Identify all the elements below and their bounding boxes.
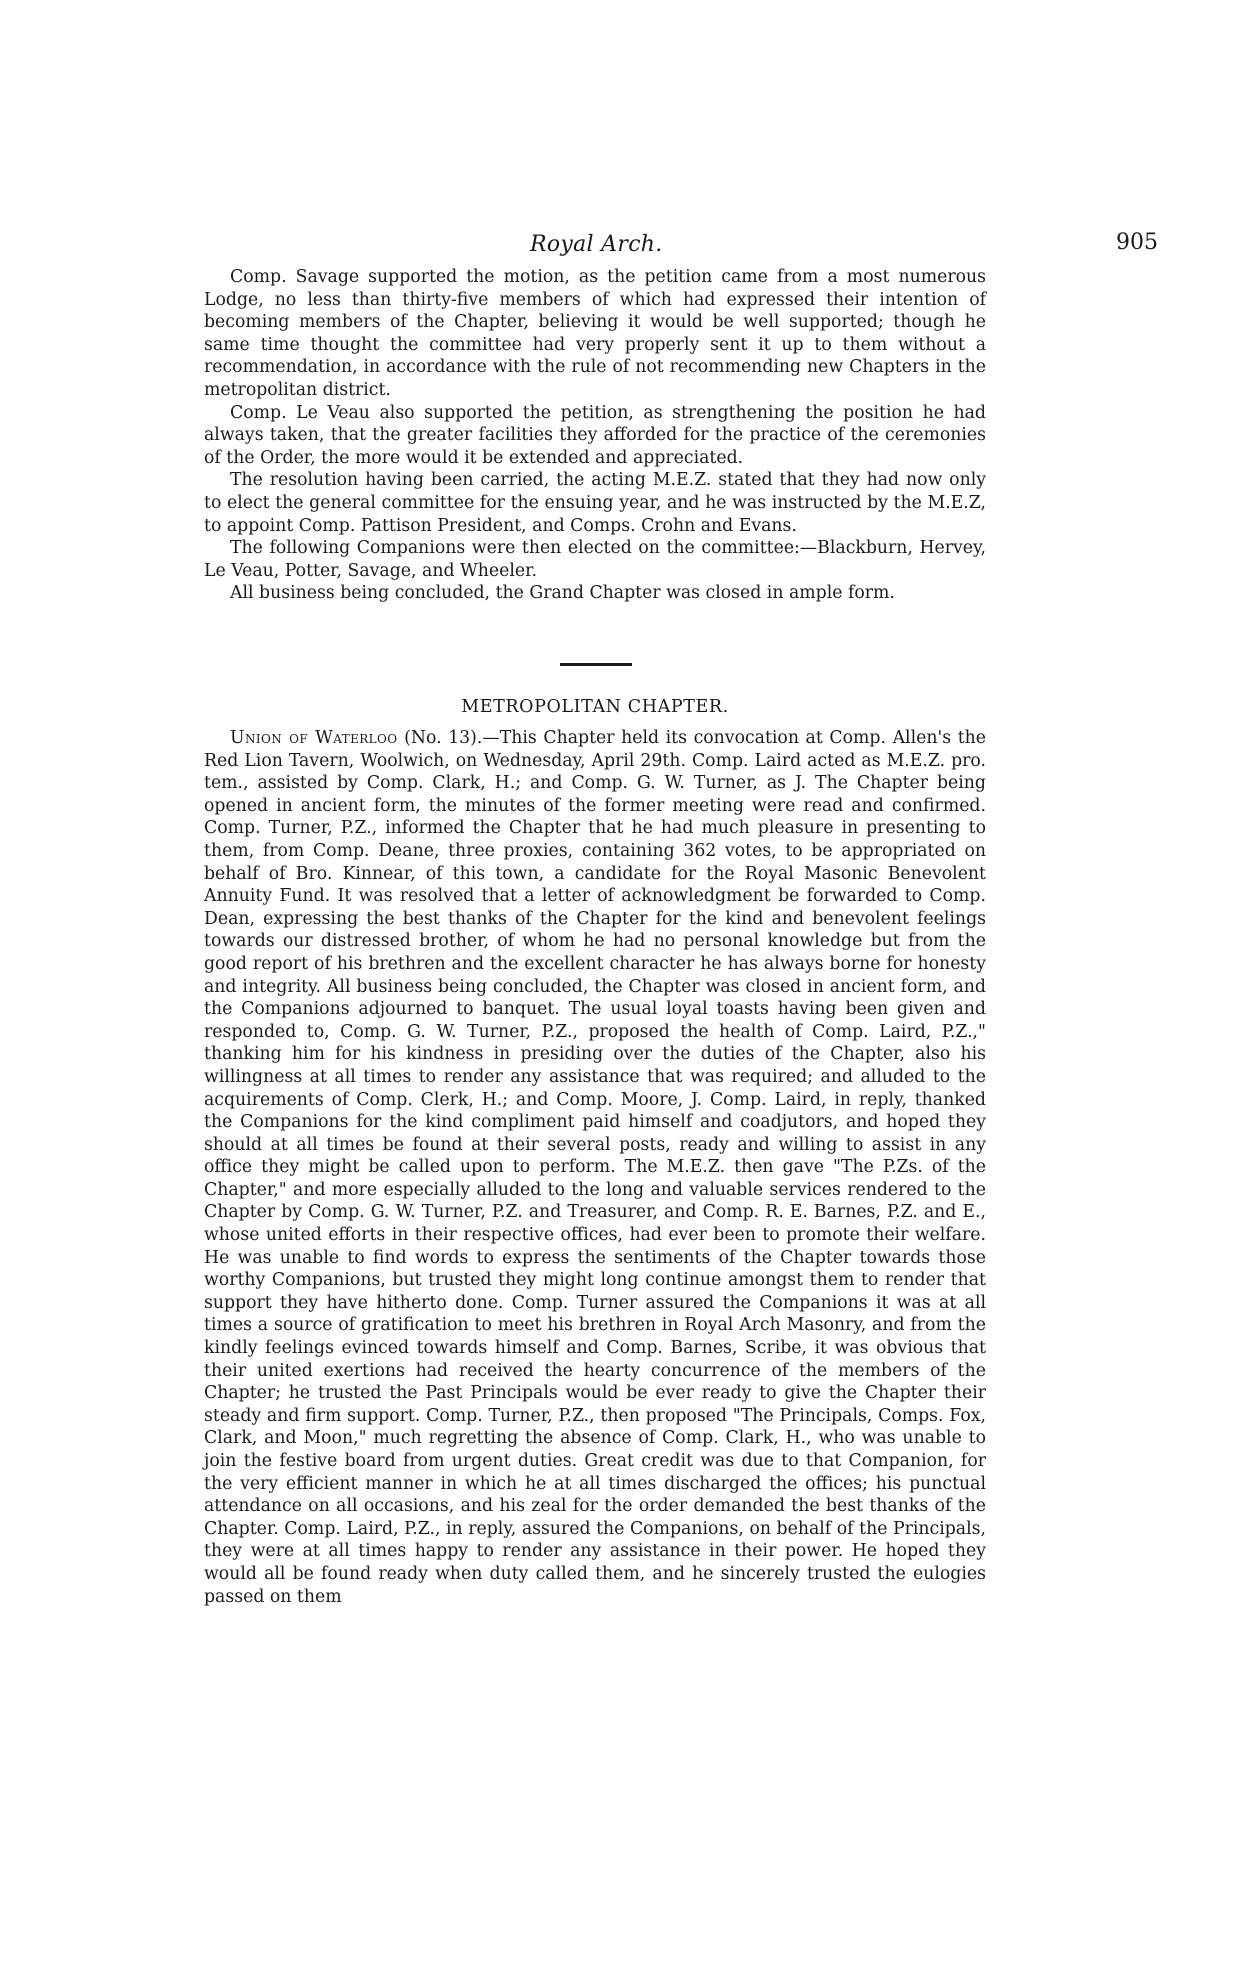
section-heading: METROPOLITAN CHAPTER. — [461, 697, 729, 717]
paragraph-committee: The following Companions were then elected on the committee:—Blackburn, Hervey, Le Veau, Potter, Savage, and Wheeler. — [204, 538, 986, 581]
running-title: Royal Arch. — [530, 232, 663, 257]
section-divider — [560, 663, 632, 666]
report-body: (No. 13).—This Chapter held its convocation at Comp. Allen's the Red Lion Tavern, Woolwich, on Wednesday, April 29th. Comp. Laird acted as M.E.Z. pro. tem., assisted by Comp. Clark, H.; and Comp. G. W. Turner, as J. The Chapter being opened in ancient form, the minutes of the former meeting were read and confirmed. Comp. Turner, P.Z., informed the Chapter that he had much pleasure in presenting to them, from Comp. Deane, three proxies, containing 362 votes, to be appropriated on behalf of Bro. Kinnear, of this town, a candidate for the Royal Masonic Benevolent Annuity Fund. It was resolved that a letter of acknowledgment be forwarded to Comp. Dean, expressing the best thanks of the Chapter for the kind and benevolent feelings towards our distressed brother, of whom he had no personal knowledge but from the good report of his brethren and the excellent character he has always borne for honesty and integrity. All business being concluded, the Chapter was closed in ancient form, and the Companions adjourned to banquet. The usual loyal toasts having been given and responded to, Comp. G. W. Turner, P.Z., proposed the health of Comp. Laird, P.Z.," thanking him for his kindness in presiding over the duties of the Chapter, also his willingness at all times to render any assistance that was required; and alluded to the acquirements of Comp. Clerk, H.; and Comp. Moore, J. Comp. Laird, in reply, thanked the Companions for the kind compliment paid himself and coadjutors, and hoped they should at all times be found at their several posts, ready and willing to assist in any office they might be called upon to perform. The M.E.Z. then gave "The P.Zs. of the Chapter," and more especially alluded to the long and valuable services rendered to the Chapter by Comp. G. W. Turner, P.Z. and Treasurer, and Comp. R. E. Barnes, P.Z. and E., whose united efforts in their respective offices, had ever been to promote their welfare. He was unable to find words to express the sentiments of the Chapter towards those worthy Companions, but trusted they might long continue amongst them to render that support they have hitherto done. Comp. Turner assured the Companions it was at all times a source of gratification to meet his brethren in Royal Arch Masonry, and from the kindly feelings evinced towards himself and Comp. Barnes, Scribe, it was obvious that their united exertions had received the hearty concurrence of the members of the Chapter; he trusted the Past Principals would be ever ready to give the Chapter their steady and firm support. Comp. Turner, P.Z., then proposed "The Principals, Comps. Fox, Clark, and Moon," much regretting the absence of Comp. Clark, H., who was unable to join the festive board from urgent duties. Great credit was due to that Companion, for the very efficient manner in which he at all times discharged the offices; his punctual attendance on all occasions, and his zeal for the order demanded the best thanks of the Chapter. Comp. Laird, P.Z., in reply, assured the Companions, on behalf of the Principals, they were at all times happy to render any assistance in their power. He hoped they would all be found ready when duty called them, and he sincerely trusted the eulogies passed on them — [204, 728, 986, 1607]
paragraph-resolution: The resolution having been carried, the acting M.E.Z. stated that they had now only to elect the general committee for the ensuing year, and he was instructed by the M.E.Z, to appoint Comp. Pattison President, and Comps. Crohn and Evans. — [204, 470, 986, 536]
paragraph-le-veau: Comp. Le Veau also supported the petition, as strengthening the position he had always taken, that the greater facilities they afforded for the practice of the ceremonies of the Order, the more would it be extended and appreciated. — [204, 402, 986, 468]
paragraph-closing: All business being concluded, the Grand Chapter was closed in ample form. — [230, 583, 895, 604]
paragraph-savage: Comp. Savage supported the motion, as the petition came from a most numerous Lodge, no less than thirty-five members of which had expressed their intention of becoming members of the Chapter, believing it would be well supported; though he same time thought the committee had very properly sent it up to them without a recommendation, in accordance with the rule of not recommending new Chapters in the metropolitan district. — [204, 267, 986, 400]
union-of-waterloo-report — [204, 727, 986, 1608]
lodge-name-lead-in: Union of Waterloo — [230, 728, 398, 748]
grand-chapter-proceedings — [204, 266, 986, 605]
page-number: 905 — [1116, 230, 1158, 255]
report-paragraph — [204, 727, 986, 1608]
